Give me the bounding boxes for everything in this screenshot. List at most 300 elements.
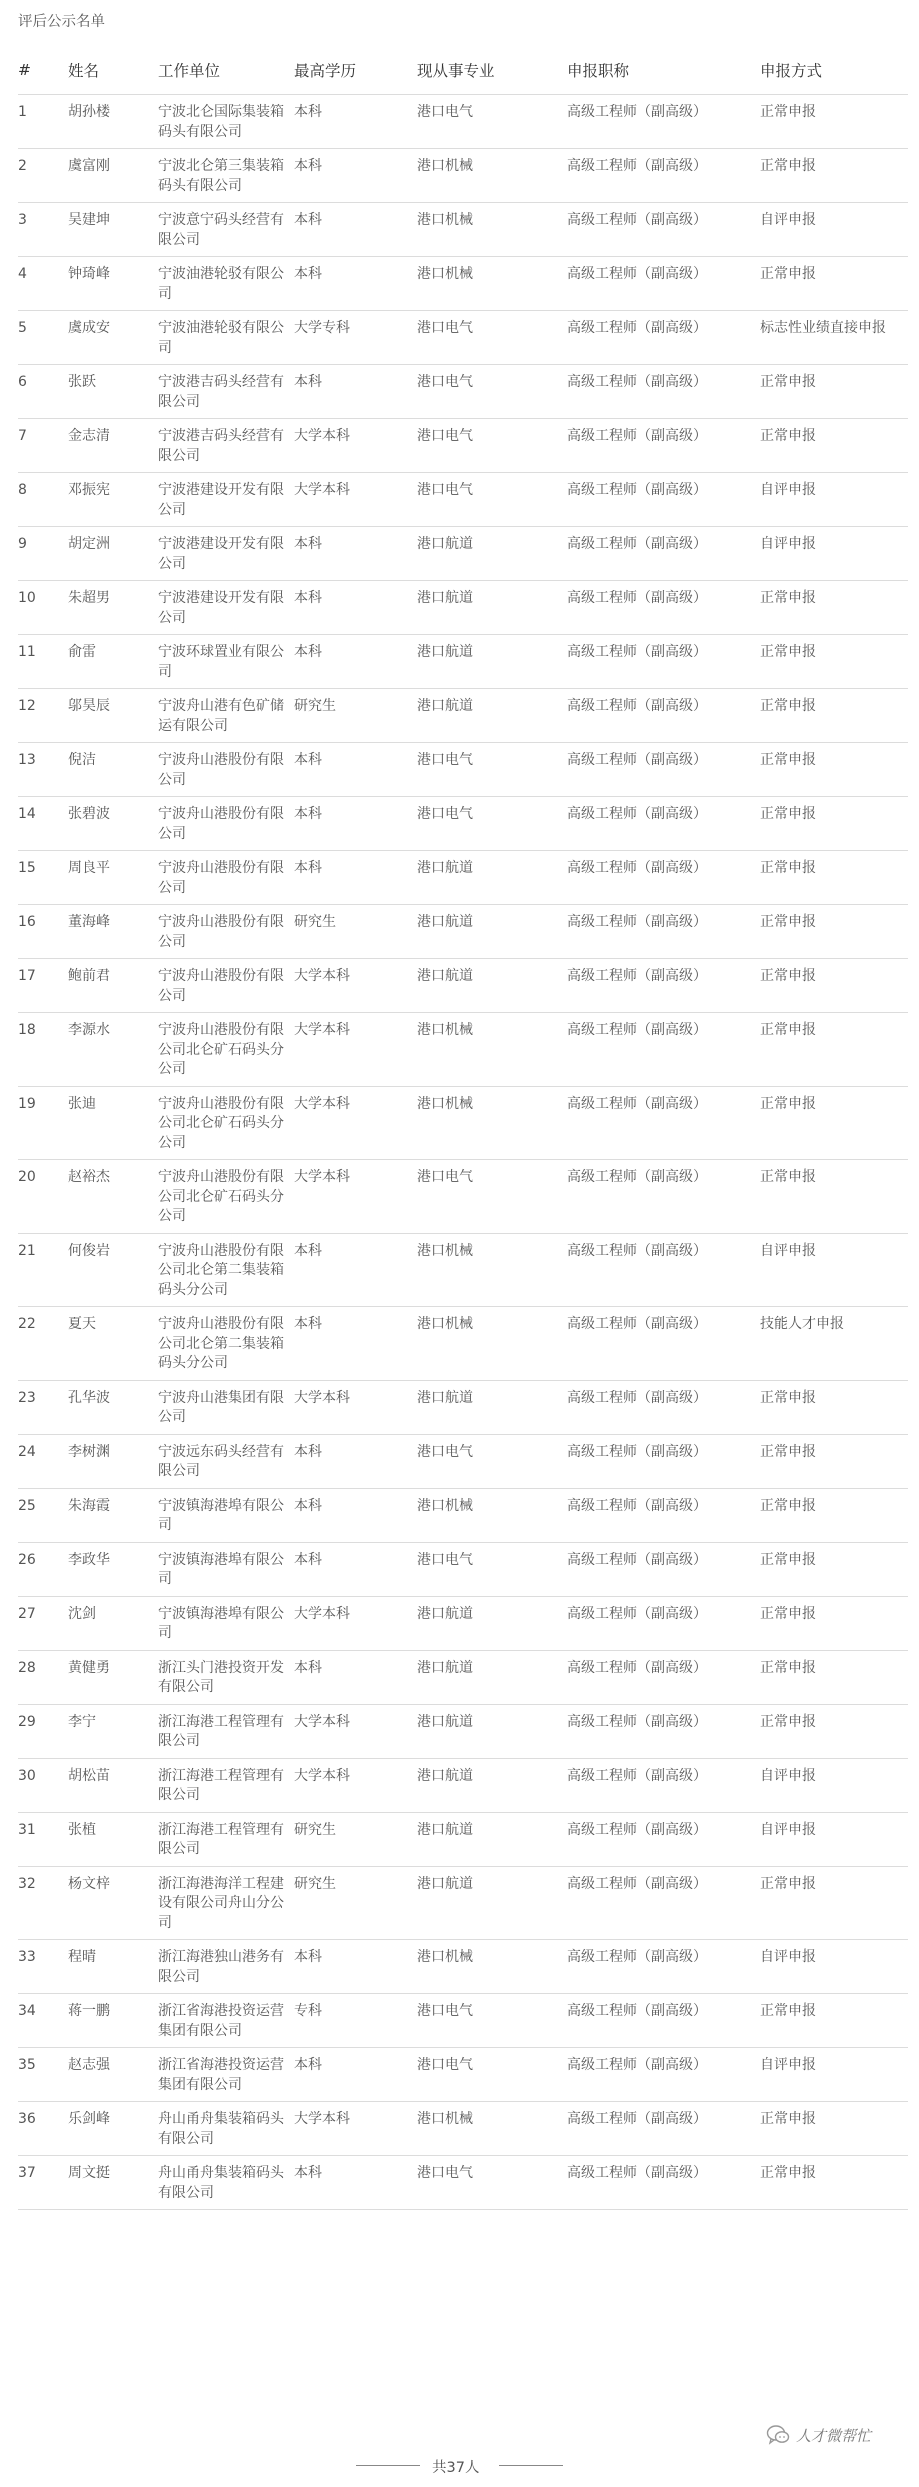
cell-education: 研究生 — [294, 905, 417, 959]
cell-index: 12 — [18, 689, 68, 743]
cell-employer: 宁波意宁码头经营有限公司 — [158, 203, 294, 257]
cell-title: 高级工程师（副高级） — [567, 1704, 760, 1758]
cell-specialty: 港口机械 — [417, 1086, 567, 1160]
cell-title: 高级工程师（副高级） — [567, 1866, 760, 1940]
cell-method: 正常申报 — [760, 419, 908, 473]
cell-education: 本科 — [294, 1488, 417, 1542]
cell-index: 29 — [18, 1704, 68, 1758]
wechat-bubble-icon — [766, 2424, 790, 2446]
cell-name: 何俊岩 — [68, 1233, 158, 1307]
cell-index: 32 — [18, 1866, 68, 1940]
cell-index: 20 — [18, 1160, 68, 1234]
cell-title: 高级工程师（副高级） — [567, 581, 760, 635]
cell-title: 高级工程师（副高级） — [567, 2048, 760, 2102]
cell-education: 大学本科 — [294, 1380, 417, 1434]
cell-employer: 宁波环球置业有限公司 — [158, 635, 294, 689]
cell-method: 正常申报 — [760, 1434, 908, 1488]
cell-specialty: 港口电气 — [417, 1542, 567, 1596]
header-employer: 工作单位 — [158, 52, 294, 95]
cell-name: 乐剑峰 — [68, 2102, 158, 2156]
cell-name: 夏天 — [68, 1307, 158, 1381]
header-name: 姓名 — [68, 52, 158, 95]
cell-education: 大学专科 — [294, 311, 417, 365]
cell-specialty: 港口航道 — [417, 1704, 567, 1758]
cell-method: 正常申报 — [760, 257, 908, 311]
table-row — [18, 743, 908, 797]
cell-education: 本科 — [294, 1650, 417, 1704]
cell-specialty: 港口电气 — [417, 2048, 567, 2102]
cell-education: 本科 — [294, 365, 417, 419]
cell-name: 朱超男 — [68, 581, 158, 635]
cell-index: 31 — [18, 1812, 68, 1866]
cell-education: 本科 — [294, 1233, 417, 1307]
cell-title: 高级工程师（副高级） — [567, 1434, 760, 1488]
cell-method: 自评申报 — [760, 527, 908, 581]
cell-employer: 宁波北仑第三集装箱码头有限公司 — [158, 149, 294, 203]
cell-specialty: 港口机械 — [417, 1013, 567, 1087]
cell-index: 37 — [18, 2156, 68, 2210]
table-row — [18, 1380, 908, 1434]
cell-index: 6 — [18, 365, 68, 419]
cell-specialty: 港口航道 — [417, 527, 567, 581]
cell-method: 自评申报 — [760, 1233, 908, 1307]
cell-employer: 宁波舟山港集团有限公司 — [158, 1380, 294, 1434]
cell-name: 程晴 — [68, 1940, 158, 1994]
cell-method: 正常申报 — [760, 959, 908, 1013]
table-row — [18, 959, 908, 1013]
cell-name: 邓振宪 — [68, 473, 158, 527]
table-row — [18, 1940, 908, 1994]
cell-employer: 浙江省海港投资运营集团有限公司 — [158, 2048, 294, 2102]
table-row — [18, 419, 908, 473]
cell-education: 本科 — [294, 2156, 417, 2210]
cell-title: 高级工程师（副高级） — [567, 2156, 760, 2210]
header-index: # — [18, 52, 68, 95]
cell-name: 胡松苗 — [68, 1758, 158, 1812]
cell-specialty: 港口电气 — [417, 1434, 567, 1488]
cell-name: 黄健勇 — [68, 1650, 158, 1704]
cell-title: 高级工程师（副高级） — [567, 689, 760, 743]
cell-method: 正常申报 — [760, 2156, 908, 2210]
cell-index: 8 — [18, 473, 68, 527]
cell-employer: 宁波港建设开发有限公司 — [158, 527, 294, 581]
table-row — [18, 1812, 908, 1866]
cell-education: 本科 — [294, 95, 417, 149]
cell-index: 13 — [18, 743, 68, 797]
cell-education: 本科 — [294, 1940, 417, 1994]
table-row — [18, 635, 908, 689]
roster-table — [18, 52, 908, 2210]
cell-method: 正常申报 — [760, 1704, 908, 1758]
cell-index: 19 — [18, 1086, 68, 1160]
cell-education: 大学本科 — [294, 959, 417, 1013]
table-row — [18, 1488, 908, 1542]
cell-name: 朱海霞 — [68, 1488, 158, 1542]
cell-employer: 宁波舟山港有色矿储运有限公司 — [158, 689, 294, 743]
cell-name: 蒋一鹏 — [68, 1994, 158, 2048]
cell-index: 24 — [18, 1434, 68, 1488]
total-count: 共37人 — [432, 2460, 480, 2476]
cell-name: 虞富刚 — [68, 149, 158, 203]
cell-specialty: 港口机械 — [417, 1940, 567, 1994]
cell-education: 本科 — [294, 1307, 417, 1381]
cell-specialty: 港口航道 — [417, 581, 567, 635]
cell-index: 28 — [18, 1650, 68, 1704]
cell-employer: 宁波北仑国际集装箱码头有限公司 — [158, 95, 294, 149]
cell-title: 高级工程师（副高级） — [567, 527, 760, 581]
cell-index: 36 — [18, 2102, 68, 2156]
cell-title: 高级工程师（副高级） — [567, 2102, 760, 2156]
cell-method: 正常申报 — [760, 1488, 908, 1542]
cell-name: 金志清 — [68, 419, 158, 473]
table-row — [18, 851, 908, 905]
cell-education: 大学本科 — [294, 419, 417, 473]
cell-education: 专科 — [294, 1994, 417, 2048]
cell-index: 1 — [18, 95, 68, 149]
cell-name: 周文挺 — [68, 2156, 158, 2210]
cell-index: 25 — [18, 1488, 68, 1542]
cell-education: 大学本科 — [294, 1086, 417, 1160]
table-row — [18, 257, 908, 311]
cell-education: 本科 — [294, 257, 417, 311]
cell-title: 高级工程师（副高级） — [567, 365, 760, 419]
cell-specialty: 港口电气 — [417, 2156, 567, 2210]
cell-employer: 浙江海港工程管理有限公司 — [158, 1758, 294, 1812]
cell-education: 本科 — [294, 2048, 417, 2102]
header-method: 申报方式 — [760, 52, 908, 95]
cell-method: 正常申报 — [760, 905, 908, 959]
cell-name: 倪洁 — [68, 743, 158, 797]
cell-specialty: 港口航道 — [417, 1866, 567, 1940]
cell-index: 17 — [18, 959, 68, 1013]
cell-employer: 舟山甬舟集装箱码头有限公司 — [158, 2156, 294, 2210]
table-row — [18, 1233, 908, 1307]
cell-method: 正常申报 — [760, 2102, 908, 2156]
cell-specialty: 港口电气 — [417, 365, 567, 419]
table-row — [18, 1542, 908, 1596]
cell-employer: 宁波港建设开发有限公司 — [158, 473, 294, 527]
cell-index: 23 — [18, 1380, 68, 1434]
cell-specialty: 港口航道 — [417, 1650, 567, 1704]
cell-employer: 浙江头门港投资开发有限公司 — [158, 1650, 294, 1704]
cell-education: 本科 — [294, 203, 417, 257]
cell-employer: 宁波油港轮驳有限公司 — [158, 311, 294, 365]
cell-employer: 宁波舟山港股份有限公司北仑矿石码头分公司 — [158, 1086, 294, 1160]
cell-education: 大学本科 — [294, 1704, 417, 1758]
cell-title: 高级工程师（副高级） — [567, 1758, 760, 1812]
cell-employer: 宁波港吉码头经营有限公司 — [158, 365, 294, 419]
header-specialty: 现从事专业 — [417, 52, 567, 95]
cell-method: 正常申报 — [760, 1596, 908, 1650]
cell-title: 高级工程师（副高级） — [567, 1233, 760, 1307]
cell-education: 本科 — [294, 743, 417, 797]
cell-index: 21 — [18, 1233, 68, 1307]
cell-employer: 宁波远东码头经营有限公司 — [158, 1434, 294, 1488]
cell-method: 正常申报 — [760, 1160, 908, 1234]
cell-title: 高级工程师（副高级） — [567, 1994, 760, 2048]
table-row — [18, 2048, 908, 2102]
cell-education: 大学本科 — [294, 1160, 417, 1234]
cell-specialty: 港口航道 — [417, 689, 567, 743]
cell-title: 高级工程师（副高级） — [567, 905, 760, 959]
cell-name: 董海峰 — [68, 905, 158, 959]
cell-index: 5 — [18, 311, 68, 365]
cell-method: 自评申报 — [760, 1812, 908, 1866]
cell-title: 高级工程师（副高级） — [567, 797, 760, 851]
table-row — [18, 365, 908, 419]
cell-title: 高级工程师（副高级） — [567, 959, 760, 1013]
cell-employer: 宁波油港轮驳有限公司 — [158, 257, 294, 311]
cell-employer: 宁波舟山港股份有限公司 — [158, 851, 294, 905]
cell-name: 吴建坤 — [68, 203, 158, 257]
cell-employer: 宁波舟山港股份有限公司 — [158, 959, 294, 1013]
table-row — [18, 1866, 908, 1940]
table-row — [18, 1758, 908, 1812]
cell-method: 正常申报 — [760, 1013, 908, 1087]
cell-name: 鲍前君 — [68, 959, 158, 1013]
cell-specialty: 港口机械 — [417, 1307, 567, 1381]
cell-method: 技能人才申报 — [760, 1307, 908, 1381]
cell-index: 10 — [18, 581, 68, 635]
cell-specialty: 港口机械 — [417, 1488, 567, 1542]
table-row — [18, 473, 908, 527]
cell-education: 大学本科 — [294, 2102, 417, 2156]
cell-title: 高级工程师（副高级） — [567, 1542, 760, 1596]
cell-specialty: 港口航道 — [417, 1596, 567, 1650]
table-row — [18, 2156, 908, 2210]
cell-method: 标志性业绩直接申报 — [760, 311, 908, 365]
cell-employer: 浙江省海港投资运营集团有限公司 — [158, 1994, 294, 2048]
cell-name: 张碧波 — [68, 797, 158, 851]
cell-specialty: 港口航道 — [417, 1380, 567, 1434]
table-row — [18, 2102, 908, 2156]
cell-method: 正常申报 — [760, 1086, 908, 1160]
cell-employer: 浙江海港工程管理有限公司 — [158, 1704, 294, 1758]
cell-employer: 宁波港吉码头经营有限公司 — [158, 419, 294, 473]
cell-education: 本科 — [294, 527, 417, 581]
cell-title: 高级工程师（副高级） — [567, 1086, 760, 1160]
cell-method: 正常申报 — [760, 95, 908, 149]
cell-index: 27 — [18, 1596, 68, 1650]
cell-index: 14 — [18, 797, 68, 851]
cell-index: 35 — [18, 2048, 68, 2102]
table-row — [18, 95, 908, 149]
cell-specialty: 港口航道 — [417, 959, 567, 1013]
cell-method: 正常申报 — [760, 635, 908, 689]
table-row — [18, 527, 908, 581]
cell-title: 高级工程师（副高级） — [567, 1488, 760, 1542]
cell-title: 高级工程师（副高级） — [567, 851, 760, 905]
watermark-text: 人才微帮忙 — [796, 2426, 872, 2445]
table-row — [18, 1160, 908, 1234]
cell-title: 高级工程师（副高级） — [567, 257, 760, 311]
cell-title: 高级工程师（副高级） — [567, 149, 760, 203]
footer — [0, 2452, 919, 2478]
cell-name: 张跃 — [68, 365, 158, 419]
cell-name: 李源水 — [68, 1013, 158, 1087]
cell-education: 本科 — [294, 797, 417, 851]
cell-index: 3 — [18, 203, 68, 257]
cell-specialty: 港口电气 — [417, 473, 567, 527]
cell-index: 26 — [18, 1542, 68, 1596]
cell-title: 高级工程师（副高级） — [567, 1013, 760, 1087]
cell-education: 本科 — [294, 851, 417, 905]
header-title: 申报职称 — [567, 52, 760, 95]
cell-specialty: 港口机械 — [417, 2102, 567, 2156]
cell-specialty: 港口航道 — [417, 635, 567, 689]
table-row — [18, 905, 908, 959]
watermark — [766, 2422, 871, 2448]
cell-employer: 浙江海港海洋工程建设有限公司舟山分公司 — [158, 1866, 294, 1940]
cell-employer: 宁波舟山港股份有限公司 — [158, 797, 294, 851]
cell-education: 研究生 — [294, 1866, 417, 1940]
cell-method: 自评申报 — [760, 203, 908, 257]
cell-index: 16 — [18, 905, 68, 959]
cell-name: 俞雷 — [68, 635, 158, 689]
table-row — [18, 203, 908, 257]
cell-employer: 宁波舟山港股份有限公司 — [158, 743, 294, 797]
cell-specialty: 港口航道 — [417, 1758, 567, 1812]
cell-method: 正常申报 — [760, 1650, 908, 1704]
cell-specialty: 港口电气 — [417, 311, 567, 365]
cell-specialty: 港口航道 — [417, 851, 567, 905]
cell-title: 高级工程师（副高级） — [567, 635, 760, 689]
cell-title: 高级工程师（副高级） — [567, 95, 760, 149]
cell-name: 虞成安 — [68, 311, 158, 365]
cell-specialty: 港口机械 — [417, 257, 567, 311]
cell-employer: 宁波舟山港股份有限公司北仑第二集装箱码头分公司 — [158, 1307, 294, 1381]
cell-employer: 舟山甬舟集装箱码头有限公司 — [158, 2102, 294, 2156]
cell-name: 胡孙楼 — [68, 95, 158, 149]
cell-education: 本科 — [294, 581, 417, 635]
cell-education: 大学本科 — [294, 1013, 417, 1087]
cell-index: 22 — [18, 1307, 68, 1381]
cell-education: 大学本科 — [294, 1758, 417, 1812]
cell-employer: 宁波舟山港股份有限公司北仑第二集装箱码头分公司 — [158, 1233, 294, 1307]
cell-index: 11 — [18, 635, 68, 689]
cell-title: 高级工程师（副高级） — [567, 743, 760, 797]
table-row — [18, 311, 908, 365]
cell-employer: 宁波港建设开发有限公司 — [158, 581, 294, 635]
cell-method: 正常申报 — [760, 851, 908, 905]
cell-index: 7 — [18, 419, 68, 473]
cell-title: 高级工程师（副高级） — [567, 311, 760, 365]
cell-name: 沈剑 — [68, 1596, 158, 1650]
cell-method: 正常申报 — [760, 1380, 908, 1434]
cell-employer: 宁波镇海港埠有限公司 — [158, 1596, 294, 1650]
cell-education: 本科 — [294, 149, 417, 203]
footer-divider-right — [499, 2465, 563, 2466]
cell-education: 本科 — [294, 1434, 417, 1488]
cell-employer: 宁波舟山港股份有限公司北仑矿石码头分公司 — [158, 1160, 294, 1234]
cell-method: 正常申报 — [760, 149, 908, 203]
cell-name: 张迪 — [68, 1086, 158, 1160]
cell-method: 正常申报 — [760, 365, 908, 419]
cell-title: 高级工程师（副高级） — [567, 1596, 760, 1650]
cell-method: 正常申报 — [760, 689, 908, 743]
cell-name: 杨文梓 — [68, 1866, 158, 1940]
cell-specialty: 港口电气 — [417, 743, 567, 797]
cell-name: 赵裕杰 — [68, 1160, 158, 1234]
page-title: 评后公示名单 — [18, 14, 105, 30]
cell-index: 33 — [18, 1940, 68, 1994]
cell-title: 高级工程师（副高级） — [567, 1380, 760, 1434]
cell-education: 大学本科 — [294, 473, 417, 527]
table-row — [18, 689, 908, 743]
cell-title: 高级工程师（副高级） — [567, 203, 760, 257]
table-row — [18, 1994, 908, 2048]
cell-method: 自评申报 — [760, 2048, 908, 2102]
cell-education: 大学本科 — [294, 1596, 417, 1650]
table-row — [18, 149, 908, 203]
cell-title: 高级工程师（副高级） — [567, 1160, 760, 1234]
cell-method: 自评申报 — [760, 1758, 908, 1812]
table-row — [18, 1434, 908, 1488]
cell-method: 自评申报 — [760, 473, 908, 527]
cell-method: 自评申报 — [760, 1940, 908, 1994]
cell-specialty: 港口电气 — [417, 797, 567, 851]
cell-name: 胡定洲 — [68, 527, 158, 581]
cell-index: 30 — [18, 1758, 68, 1812]
table-row — [18, 1013, 908, 1087]
cell-index: 15 — [18, 851, 68, 905]
cell-index: 18 — [18, 1013, 68, 1087]
cell-specialty: 港口电气 — [417, 419, 567, 473]
cell-specialty: 港口机械 — [417, 203, 567, 257]
cell-specialty: 港口电气 — [417, 1994, 567, 2048]
cell-employer: 浙江海港工程管理有限公司 — [158, 1812, 294, 1866]
cell-name: 邬昊辰 — [68, 689, 158, 743]
header-education: 最高学历 — [294, 52, 417, 95]
cell-name: 周良平 — [68, 851, 158, 905]
cell-index: 2 — [18, 149, 68, 203]
table-row — [18, 581, 908, 635]
cell-employer: 宁波镇海港埠有限公司 — [158, 1488, 294, 1542]
cell-title: 高级工程师（副高级） — [567, 1307, 760, 1381]
table-row — [18, 797, 908, 851]
table-row — [18, 1704, 908, 1758]
table-row — [18, 1307, 908, 1381]
table-row — [18, 1596, 908, 1650]
cell-employer: 宁波舟山港股份有限公司北仑矿石码头分公司 — [158, 1013, 294, 1087]
cell-name: 赵志强 — [68, 2048, 158, 2102]
cell-name: 钟琦峰 — [68, 257, 158, 311]
cell-method: 正常申报 — [760, 743, 908, 797]
cell-name: 李政华 — [68, 1542, 158, 1596]
cell-index: 4 — [18, 257, 68, 311]
cell-name: 李宁 — [68, 1704, 158, 1758]
cell-specialty: 港口航道 — [417, 905, 567, 959]
cell-employer: 浙江海港独山港务有限公司 — [158, 1940, 294, 1994]
cell-education: 本科 — [294, 1542, 417, 1596]
footer-divider-left — [356, 2465, 420, 2466]
cell-method: 正常申报 — [760, 1866, 908, 1940]
cell-education: 本科 — [294, 635, 417, 689]
cell-method: 正常申报 — [760, 797, 908, 851]
cell-specialty: 港口机械 — [417, 149, 567, 203]
cell-specialty: 港口电气 — [417, 95, 567, 149]
cell-name: 张植 — [68, 1812, 158, 1866]
table-header-row — [18, 52, 908, 95]
cell-method: 正常申报 — [760, 581, 908, 635]
cell-education: 研究生 — [294, 1812, 417, 1866]
cell-title: 高级工程师（副高级） — [567, 1940, 760, 1994]
cell-title: 高级工程师（副高级） — [567, 419, 760, 473]
cell-title: 高级工程师（副高级） — [567, 1812, 760, 1866]
cell-specialty: 港口机械 — [417, 1233, 567, 1307]
table-row — [18, 1086, 908, 1160]
cell-method: 正常申报 — [760, 1542, 908, 1596]
